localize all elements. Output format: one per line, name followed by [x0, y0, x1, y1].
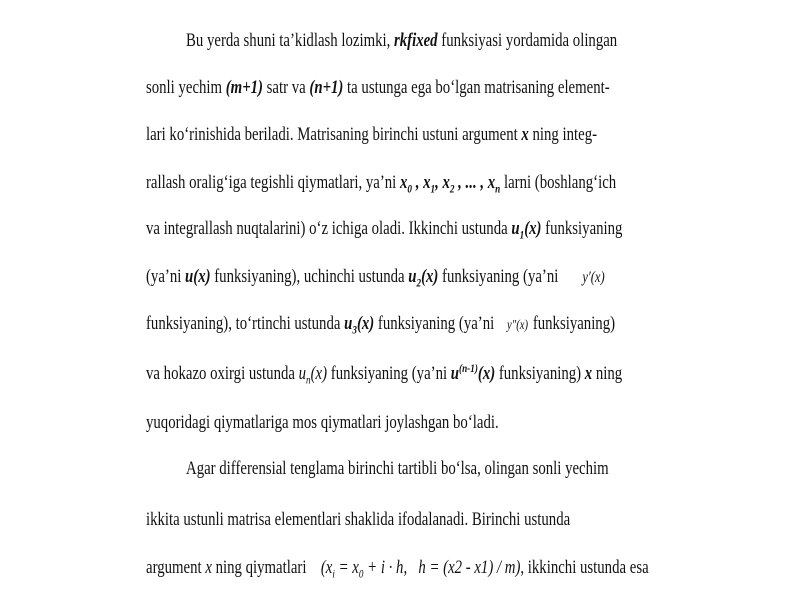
p1-line-5: va integrallash nuqtalarini) o‘z ichiga oladi. Ikkinchi ustunda $u_1(x)$ funksiyaning — [146, 219, 623, 242]
rkfixed-term: rkfixed — [394, 31, 438, 51]
p1-line-4: rallash oralig‘iga tegishli qiymatlari, ya’ni $x_0$ , $x_1$, $x_2$ , ... , $x_n$ larni (boshlang‘ich — [146, 173, 617, 196]
p1-line-9: yuqoridagi qiymatlariga mos qiymatlari joylashgan bo‘ladi. — [146, 413, 499, 433]
y-double-prime-formula: y″(x) — [507, 317, 529, 332]
p1-line-3: lari ko‘rinishida beriladi. Matrisaning birinchi ustuni argument x ning integ- — [146, 125, 598, 145]
p1-line-7: funksiyaning), to‘rtinchi ustunda $u_3(x)$ funksiyaning (ya’ni y″(x) funksiyaning) — [146, 309, 554, 339]
y-prime-formula: y′(x) — [582, 269, 605, 286]
p1-line-2: sonli yechim (m+1) satr va (n+1) ta ustunga ega bo‘lgan matrisaning element- — [146, 78, 610, 98]
p1-line-1: Bu yerda shuni ta’kidlash lozimki, rkfixed funksiyasi yordamida olingan — [186, 31, 618, 51]
p1-line-8: va hokazo oxirgi ustunda $u_n(x)$ funksiyaning (ya’ni $u^{(n-1)}(x)$ funksiyaning) x ning — [146, 362, 623, 387]
p1-line-6: (ya’ni u(x) funksiyaning), uchinchi ustunda $u_2(x)$ funksiyaning (ya’ni y′(x) — [146, 262, 554, 292]
p2-line-2: ikkita ustunli matrisa elementlari shaklida ifodalanadi. Birinchi ustunda — [146, 510, 571, 530]
h-formula: h = (x2 - x1) / m) — [418, 558, 521, 578]
p2-line-3: argument x ning qiymatlari ($x_i = x_0 + i \cdot h$, h = (x2 - x1) / m), ikkinchi ustunda esa — [146, 558, 649, 581]
step-formula: ($x_i = x_0 + i \cdot h$, — [320, 558, 408, 581]
p2-line-1: Agar differensial tenglama birinchi tartibli bo‘lsa, olingan sonli yechim — [186, 459, 609, 479]
